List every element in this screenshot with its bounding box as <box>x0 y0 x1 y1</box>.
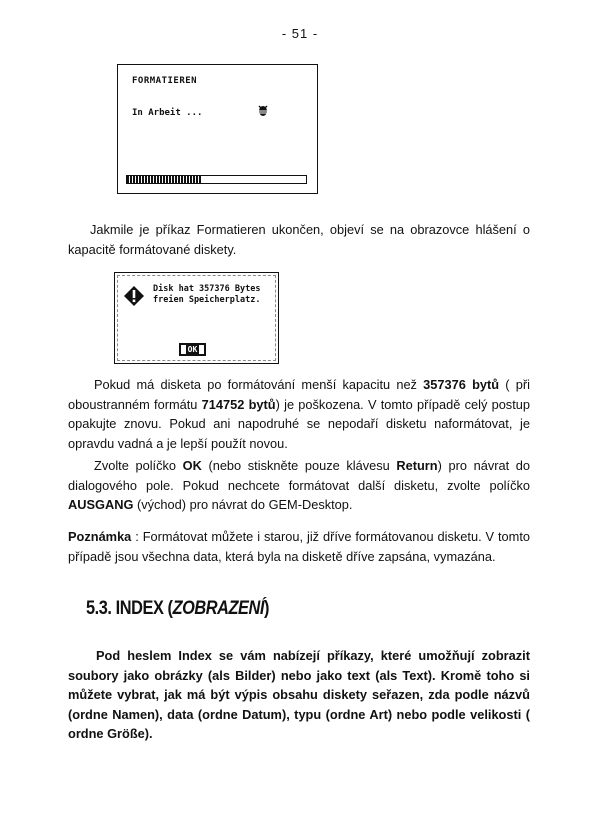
paragraph-3 <box>68 456 530 515</box>
ok-label: OK <box>187 345 198 354</box>
p3-ok: OK <box>182 458 202 473</box>
page-number: - 51 - <box>281 26 319 41</box>
bee-icon <box>256 103 270 120</box>
p3-ausgang: AUSGANG <box>68 497 134 512</box>
disk-info-dialog <box>114 272 279 364</box>
paragraph-2 <box>68 375 530 453</box>
progress-fill <box>127 176 202 183</box>
status-text: In Arbeit ... <box>132 108 203 118</box>
heading-sub: ZOBRAZENÍ <box>172 598 265 619</box>
heading-number: 5.3. INDEX ( <box>86 598 173 619</box>
paragraph-5: Pod heslem Index se vám nabízejí příkazy, které umožňují zobrazit soubory jako obrázky (als Bilder) nebo jako text (als Text). Kromě toho si můžete vybrat, jak má být výpis obsahu diskety seřazen, zda podle názvů (ordne Namen), data (ordne Datum), typu (ordne Art) nebo podle velikosti ( ordne Größe). <box>68 648 530 741</box>
p3-text-c: (nebo stiskněte pouze klávesu <box>201 458 397 473</box>
p2-text-c: ( při oboustranném formátu <box>68 377 530 412</box>
ok-button[interactable] <box>179 343 206 356</box>
dialog-title: FORMATIEREN <box>132 76 198 86</box>
p3-text-e: ) pro návrat do dialogového pole. Pokud nechcete formátovat další disketu, zvolte políčko <box>68 458 530 493</box>
section-heading <box>86 598 269 620</box>
paragraph-1: Jakmile je příkaz Formatieren ukončen, objeví se na obrazovce hlášení o kapacitě formátované diskety. <box>68 222 530 257</box>
paragraph-4 <box>68 527 530 566</box>
p2-capacity: 357376 bytů <box>423 377 500 392</box>
exclamation-diamond-icon <box>124 286 142 304</box>
format-dialog <box>117 64 318 194</box>
p2-text-e: ) je poškozena. V tomto případě celý postup opakujte znovu. Pokud ani napodruhé se nepodaří disketu naformátovat, je opravdu vadná a je lepší použít novou. <box>68 396 530 451</box>
p2-capacity-double: 714752 bytů <box>201 396 276 412</box>
p3-return: Return <box>396 458 438 473</box>
note-text: : Formátovat můžete i starou, již dříve formátovanou disketu. V tomto případě jsou všechna data, která byla na disketě dříve zapsána, vymazána. <box>68 529 530 564</box>
heading-close: ) <box>264 598 270 619</box>
p2-text-a: Pokud má disketa po formátování menší kapacitu než <box>94 377 424 392</box>
dialog-message: Disk hat 357376 Bytes freien Speicherplatz. <box>153 284 261 305</box>
note-label: Poznámka <box>68 529 132 544</box>
progress-bar <box>126 175 307 184</box>
p3-text-g: (východ) pro návrat do GEM-Desktop. <box>133 497 353 512</box>
p3-text-a: Zvolte políčko <box>94 458 183 473</box>
